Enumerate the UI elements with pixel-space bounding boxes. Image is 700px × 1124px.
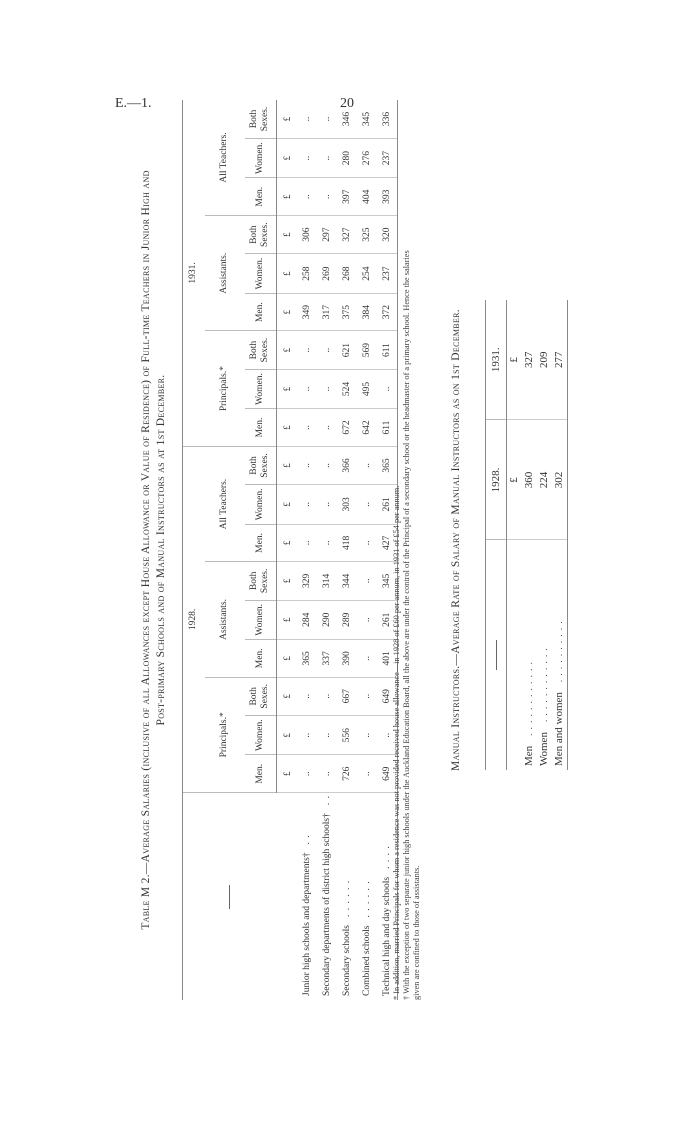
value-cell: ..: [317, 485, 337, 524]
leader-dots: . . . . . . . . . .: [554, 620, 564, 683]
value-cell: 667: [337, 677, 357, 715]
column-header: 1931.: [486, 300, 507, 420]
value-cell: ..: [297, 100, 317, 138]
value-cell: ..: [357, 715, 377, 754]
value-cell: 327: [522, 300, 537, 420]
value-cell: ..: [297, 485, 317, 524]
value-cell: 365: [377, 446, 398, 484]
currency-symbol: £: [277, 600, 298, 639]
value-cell: ..: [377, 369, 398, 408]
value-cell: ..: [297, 409, 317, 447]
page-code: E.—1.: [115, 96, 152, 111]
row-label: [317, 793, 337, 1000]
value-cell: 337: [317, 640, 337, 678]
value-cell: ..: [357, 485, 377, 524]
value-cell: 254: [357, 254, 377, 293]
rotated-page-content: [140, 100, 600, 1000]
table1-title-line1: Table M 2.—Average Salaries (inclusive of all Allowances except House Allowance or Value of Residence) of Full-time Teachers in Junior High and: [140, 170, 152, 930]
subcolumn-header: Both Sexes.: [245, 677, 277, 715]
currency-symbol: £: [277, 216, 298, 254]
leader-dots: . . . . . .: [362, 880, 372, 918]
value-cell: ..: [297, 331, 317, 369]
value-cell: 495: [357, 369, 377, 408]
currency-symbol: £: [277, 409, 298, 447]
value-cell: 237: [377, 138, 398, 177]
value-cell: 297: [317, 216, 337, 254]
leader-dots: . . . . . . . . . . . .: [539, 647, 549, 723]
table-row: [522, 300, 537, 770]
value-cell: ..: [357, 446, 377, 484]
year-header: 1928.: [183, 446, 205, 792]
value-cell: 726: [337, 755, 357, 793]
value-cell: ..: [297, 715, 317, 754]
row-label: [357, 793, 377, 1000]
value-cell: 314: [317, 562, 337, 600]
value-cell: 344: [337, 562, 357, 600]
value-cell: 404: [357, 178, 377, 216]
subcolumn-header: Men.: [245, 178, 277, 216]
value-cell: ..: [317, 100, 337, 138]
value-cell: 237: [377, 254, 398, 293]
value-cell: 393: [377, 178, 398, 216]
value-cell: 224: [537, 420, 552, 540]
table-row: [357, 100, 377, 1000]
value-cell: ..: [317, 446, 337, 484]
value-cell: 611: [377, 409, 398, 447]
subcolumn-header: Women.: [245, 254, 277, 293]
currency-symbol: £: [277, 677, 298, 715]
subcolumn-header: Both Sexes.: [245, 216, 277, 254]
footnote: † With the exception of two separate junior high schools under the Auckland Education Board, all the above are under the control of the Principal of a secondary school or the headmaster of a primary school. Hence the salaries: [402, 250, 411, 1000]
value-cell: ..: [317, 715, 337, 754]
column-header: 1928.: [486, 420, 507, 540]
value-cell: 261: [377, 600, 398, 639]
value-cell: 649: [377, 755, 398, 793]
value-cell: 268: [337, 254, 357, 293]
currency-symbol: £: [277, 369, 298, 408]
currency-symbol: £: [507, 300, 523, 420]
value-cell: 372: [377, 293, 398, 331]
value-cell: 375: [337, 293, 357, 331]
value-cell: ..: [317, 331, 337, 369]
value-cell: 280: [337, 138, 357, 177]
leader-dots: . .: [302, 834, 312, 845]
currency-symbol: £: [277, 640, 298, 678]
value-cell: 569: [357, 331, 377, 369]
value-cell: 329: [297, 562, 317, 600]
subcolumn-header: Men.: [245, 293, 277, 331]
value-cell: ..: [297, 755, 317, 793]
currency-symbol: £: [277, 100, 298, 138]
value-cell: 401: [377, 640, 398, 678]
value-cell: 306: [297, 216, 317, 254]
value-cell: 269: [317, 254, 337, 293]
value-cell: ..: [297, 178, 317, 216]
value-cell: 360: [522, 420, 537, 540]
value-cell: 366: [337, 446, 357, 484]
value-cell: 418: [337, 524, 357, 562]
value-cell: ..: [357, 755, 377, 793]
row-label: [297, 793, 317, 1000]
currency-row: [277, 100, 298, 1000]
group-header: Principals.*: [205, 677, 245, 792]
currency-symbol: £: [277, 715, 298, 754]
value-cell: ..: [357, 640, 377, 678]
row-label-header: [183, 793, 277, 1000]
leader-dots: . . . .: [382, 845, 392, 869]
value-cell: 556: [337, 715, 357, 754]
value-cell: 327: [337, 216, 357, 254]
value-cell: 349: [297, 293, 317, 331]
row-label-text: Secondary departments of district high schools†: [322, 813, 332, 996]
value-cell: ..: [297, 446, 317, 484]
value-cell: 397: [337, 178, 357, 216]
group-header: All Teachers.: [205, 100, 245, 216]
manual-instructors-table: [485, 300, 568, 770]
value-cell: 621: [337, 331, 357, 369]
value-cell: 258: [297, 254, 317, 293]
value-cell: 290: [317, 600, 337, 639]
value-cell: ..: [317, 138, 337, 177]
subcolumn-header: Women.: [245, 369, 277, 408]
value-cell: ..: [297, 677, 317, 715]
table-row: [552, 300, 568, 770]
table-row: [337, 100, 357, 1000]
value-cell: 384: [357, 293, 377, 331]
value-cell: 649: [377, 677, 398, 715]
value-cell: 303: [337, 485, 357, 524]
row-label-text: Combined schools: [362, 925, 372, 996]
value-cell: 289: [337, 600, 357, 639]
blank-cell: [277, 793, 298, 1000]
value-cell: 345: [357, 100, 377, 138]
value-cell: ..: [317, 369, 337, 408]
row-label-text: Technical high and day schools: [382, 876, 392, 996]
row-label-text: Men and women: [553, 692, 565, 766]
value-cell: ..: [357, 562, 377, 600]
leader-dots: . . . . . . . . . . . .: [524, 661, 534, 736]
value-cell: 345: [377, 562, 398, 600]
subcolumn-header: Both Sexes.: [245, 100, 277, 138]
value-cell: 261: [377, 485, 398, 524]
row-label: [552, 540, 568, 770]
table-row: [317, 100, 337, 1000]
value-cell: 277: [552, 300, 568, 420]
currency-symbol: £: [277, 254, 298, 293]
currency-symbol: £: [277, 562, 298, 600]
currency-symbol: £: [277, 755, 298, 793]
value-cell: ..: [317, 755, 337, 793]
leader-dots: . .: [322, 795, 332, 806]
subcolumn-header: Men.: [245, 640, 277, 678]
subcolumn-header: Both Sexes.: [245, 562, 277, 600]
footnote: * In addition, married Principals for whom a residence was not provided received house allowance—in 1928 of £60 per annum, in 1931 of £54 per annum.: [392, 485, 401, 1000]
subcolumn-header: Women.: [245, 600, 277, 639]
subcolumn-header: Men.: [245, 755, 277, 793]
value-cell: ..: [357, 600, 377, 639]
group-header: Assistants.: [205, 216, 245, 331]
currency-symbol: £: [277, 138, 298, 177]
leader-dots: . . . . . .: [342, 879, 352, 918]
value-cell: ..: [317, 409, 337, 447]
value-cell: 672: [337, 409, 357, 447]
row-label-text: Junior high schools and departments†: [302, 852, 312, 996]
value-cell: 276: [357, 138, 377, 177]
subcolumn-header: Both Sexes.: [245, 331, 277, 369]
table-row: [537, 300, 552, 770]
value-cell: 320: [377, 216, 398, 254]
group-header: Assistants.: [205, 562, 245, 677]
value-cell: 390: [337, 640, 357, 678]
currency-symbol: £: [277, 331, 298, 369]
value-cell: 611: [377, 331, 398, 369]
value-cell: ..: [297, 138, 317, 177]
value-cell: 325: [357, 216, 377, 254]
subcolumn-header: Both Sexes.: [245, 446, 277, 484]
row-label-header: [486, 540, 507, 770]
page-number: 20: [340, 96, 354, 111]
value-cell: ..: [297, 524, 317, 562]
value-cell: ..: [317, 178, 337, 216]
value-cell: ..: [297, 369, 317, 408]
value-cell: ..: [377, 715, 398, 754]
value-cell: 427: [377, 524, 398, 562]
value-cell: 284: [297, 600, 317, 639]
subcolumn-header: Women.: [245, 138, 277, 177]
value-cell: 317: [317, 293, 337, 331]
currency-symbol: £: [277, 485, 298, 524]
blank-cell: [507, 540, 523, 770]
value-cell: 209: [537, 300, 552, 420]
currency-symbol: £: [507, 420, 523, 540]
subcolumn-header: Women.: [245, 715, 277, 754]
row-label-text: Women: [538, 732, 550, 766]
footnote: given are confined to those of assistants.: [412, 865, 421, 1000]
value-cell: 642: [357, 409, 377, 447]
value-cell: 302: [552, 420, 568, 540]
row-label: [337, 793, 357, 1000]
group-header: All Teachers.: [205, 446, 245, 561]
value-cell: ..: [317, 677, 337, 715]
year-header: 1931.: [183, 100, 205, 446]
currency-symbol: £: [277, 524, 298, 562]
salary-table: [182, 100, 398, 1000]
value-cell: ..: [357, 677, 377, 715]
currency-symbol: £: [277, 446, 298, 484]
row-label-text: Secondary schools: [342, 925, 352, 996]
value-cell: 346: [337, 100, 357, 138]
row-label: [522, 540, 537, 770]
value-cell: 365: [297, 640, 317, 678]
subcolumn-header: Women.: [245, 485, 277, 524]
table1-footnotes: [392, 100, 422, 1000]
currency-symbol: £: [277, 178, 298, 216]
table2-title: Manual Instructors.—Average Rate of Salary of Manual Instructors as on 1st December.: [450, 309, 462, 771]
value-cell: ..: [317, 524, 337, 562]
row-label-text: Men: [523, 745, 535, 766]
value-cell: 336: [377, 100, 398, 138]
value-cell: 524: [337, 369, 357, 408]
subcolumn-header: Men.: [245, 524, 277, 562]
value-cell: ..: [357, 524, 377, 562]
currency-row: [507, 300, 523, 770]
subcolumn-header: Men.: [245, 409, 277, 447]
currency-symbol: £: [277, 293, 298, 331]
table1-title-line2: Post-primary Schools and of Manual Instructors as at 1st December.: [155, 374, 167, 726]
row-label: [537, 540, 552, 770]
group-header: Principals.*: [205, 331, 245, 446]
table-row: [297, 100, 317, 1000]
